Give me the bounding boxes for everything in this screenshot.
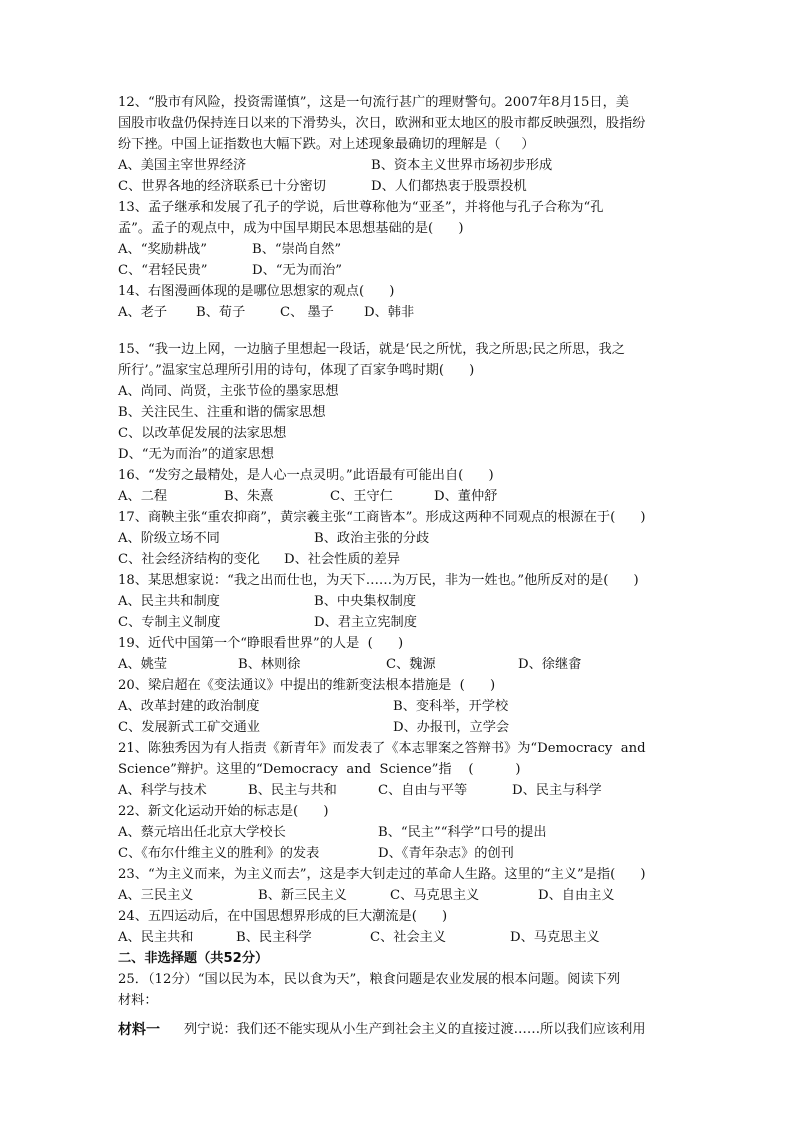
- option-b: B、新三民主义: [258, 888, 347, 903]
- question-text: 国股市收盘仍保持连日以来的下滑势头，次日，欧洲和亚太地区的股市都反映强烈，股指纷: [118, 116, 646, 131]
- question-text: 22、新文化运动开始的标志是( ): [118, 804, 329, 819]
- option-b: B、荀子: [196, 305, 246, 320]
- option-c: C、“君轻民贵”: [118, 263, 208, 278]
- question-20: [118, 675, 678, 738]
- options-row: [118, 822, 678, 843]
- option-c: C、魏源: [386, 657, 436, 672]
- option-a: A、民主共和制度: [118, 594, 220, 609]
- option-d: D、《青年杂志》的创刊: [378, 846, 514, 861]
- option-a: A、阶级立场不同: [118, 531, 220, 546]
- question-text: 17、商鞅主张“重农抑商”，黄宗羲主张“工商皆本”。形成这两种不同观点的根源在于( ): [118, 510, 646, 525]
- question-22: [118, 801, 678, 864]
- question-text: 24、五四运动后，在中国思想界形成的巨大潮流是( ): [118, 909, 448, 924]
- option-c: C、《布尔什维主义的胜利》的发表: [118, 846, 320, 861]
- options-row: [118, 696, 678, 717]
- options-row: [118, 486, 678, 507]
- option-c: C、自由与平等: [378, 783, 468, 798]
- option-b: B、“民主”“科学”口号的提出: [378, 825, 547, 840]
- option-a: A、科学与技术: [118, 783, 207, 798]
- option-a: A、美国主宰世界经济: [118, 158, 247, 173]
- options-row: [118, 591, 678, 612]
- option-d: D、韩非: [364, 305, 415, 320]
- option-a: A、民主共和: [118, 930, 194, 945]
- options-row: [118, 654, 678, 675]
- question-text: 孟”。孟子的观点中，成为中国早期民本思想基础的是( ): [118, 221, 464, 236]
- option-a: A、老子: [118, 305, 168, 320]
- option-b: B、朱熹: [224, 489, 274, 504]
- question-23: [118, 864, 678, 906]
- options-row: [118, 843, 678, 864]
- question-12: [118, 92, 678, 197]
- options-row: [118, 260, 678, 281]
- option-b: B、民主科学: [236, 930, 312, 945]
- option-a: A、三民主义: [118, 888, 194, 903]
- options-row: [118, 885, 678, 906]
- option-c: C、 墨子: [280, 305, 334, 320]
- material-block: [118, 1019, 678, 1040]
- options-row: [118, 780, 678, 801]
- question-text: 18、某思想家说：“我之出而仕也，为天下……为万民，非为一姓也。”他所反对的是( ): [118, 573, 639, 588]
- option-b: B、林则徐: [238, 657, 301, 672]
- option-a: A、姚莹: [118, 657, 168, 672]
- option-b: B、民主与共和: [248, 783, 337, 798]
- option-a: A、二程: [118, 489, 168, 504]
- option-b: B、“崇尚自然”: [252, 242, 342, 257]
- options-row: [118, 155, 678, 176]
- question-19: [118, 633, 678, 675]
- exam-page: [118, 92, 678, 1040]
- options-row: [118, 176, 678, 197]
- option-c: C、发展新式工矿交通业: [118, 720, 260, 735]
- question-text: 13、孟子继承和发展了孔子的学说，后世尊称他为“亚圣”，并将他与孔子合称为“孔: [118, 200, 604, 215]
- option-c: C、世界各地的经济联系已十分密切: [118, 179, 326, 194]
- option-d: D、徐继畲: [518, 657, 582, 672]
- question-text: 16、“发穷之最精处，是人心一点灵明。”此语最有可能出自( ): [118, 468, 494, 483]
- options-row: [118, 302, 678, 323]
- question-text: 12、“股市有风险，投资需谨慎”，这是一句流行甚广的理财警句。2007年8月15日，美: [118, 95, 629, 110]
- option-d: D、自由主义: [538, 888, 615, 903]
- options-row: [118, 549, 678, 570]
- question-text: 15、“我一边上网，一边脑子里想起一段话，就是‘民之所忧，我之所思;民之所思，我之: [118, 342, 625, 357]
- option-c: C、社会经济结构的变化: [118, 552, 260, 567]
- question-14: [118, 281, 678, 323]
- option-d: D、董仲舒: [434, 489, 498, 504]
- option-b: B、中央集权制度: [314, 594, 417, 609]
- option-d: D、民主与科学: [512, 783, 602, 798]
- option-d: D、社会性质的差异: [284, 552, 401, 567]
- option-a: A、“奖励耕战”: [118, 242, 207, 257]
- option-d: D、马克思主义: [510, 930, 600, 945]
- option-c: C、马克思主义: [390, 888, 480, 903]
- option-b: B、关注民生、注重和谐的儒家思想: [118, 405, 326, 420]
- option-c: C、王守仁: [330, 489, 393, 504]
- option-c: C、以改革促发展的法家思想: [118, 426, 287, 441]
- question-25: [118, 969, 678, 1011]
- question-text: Science”辩护。这里的“Democracy and Science”指 ( ): [118, 762, 521, 777]
- option-a: A、尚同、尚贤，主张节俭的墨家思想: [118, 384, 339, 399]
- question-17: [118, 507, 678, 570]
- question-15: [118, 339, 678, 465]
- question-text: 纷下挫。中国上证指数也大幅下跌。对上述现象最确切的理解是（ ）: [118, 137, 535, 152]
- options-row: [118, 717, 678, 738]
- option-d: D、“无为而治”: [252, 263, 342, 278]
- question-text: 25．（12分）“国以民为本，民以食为天”，粮食问题是农业发展的根本问题。阅读下列: [118, 972, 621, 987]
- question-text: 19、近代中国第一个“睁眼看世界”的人是 ( ): [118, 636, 404, 651]
- question-text: 14、右图漫画体现的是哪位思想家的观点( ): [118, 284, 395, 299]
- option-b: B、资本主义世界市场初步形成: [371, 158, 553, 173]
- options-row: [118, 612, 678, 633]
- option-d: D、君主立宪制度: [314, 615, 417, 630]
- question-24: [118, 906, 678, 948]
- question-13: [118, 197, 678, 281]
- options-row: [118, 528, 678, 549]
- material-text: 列宁说：我们还不能实现从小生产到社会主义的直接过渡……所以我们应该利用: [184, 1022, 646, 1037]
- question-18: [118, 570, 678, 633]
- question-text: 所行’。”温家宝总理所引用的诗句，体现了百家争鸣时期( ): [118, 363, 475, 378]
- question-16: [118, 465, 678, 507]
- option-d: D、办报刊，立学会: [393, 720, 510, 735]
- question-text: 20、梁启超在《变法通议》中提出的维新变法根本措施是 ( ): [118, 678, 496, 693]
- question-text: 材料：: [118, 993, 158, 1008]
- question-text: 23、“为主义而来，为主义而去”，这是李大钊走过的革命人生路。这里的“主义”是指( ): [118, 867, 646, 882]
- option-c: C、专制主义制度: [118, 615, 221, 630]
- question-text: 21、陈独秀因为有人指责《新青年》而发表了《本志罪案之答辩书》为“Democracy and: [118, 741, 646, 756]
- section-title: 二、非选择题（共52分）: [118, 951, 269, 966]
- option-c: C、社会主义: [370, 930, 447, 945]
- question-21: [118, 738, 678, 801]
- options-row: [118, 239, 678, 260]
- option-a: A、改革封建的政治制度: [118, 699, 260, 714]
- options-row: [118, 927, 678, 948]
- option-b: B、变科举，开学校: [393, 699, 509, 714]
- option-d: D、人们都热衷于股票投机: [371, 179, 527, 194]
- material-label: 材料一: [118, 1022, 160, 1038]
- option-d: D、“无为而治”的道家思想: [118, 447, 274, 462]
- option-b: B、政治主张的分歧: [314, 531, 430, 546]
- spacer: [118, 323, 678, 339]
- option-a: A、蔡元培出任北京大学校长: [118, 825, 286, 840]
